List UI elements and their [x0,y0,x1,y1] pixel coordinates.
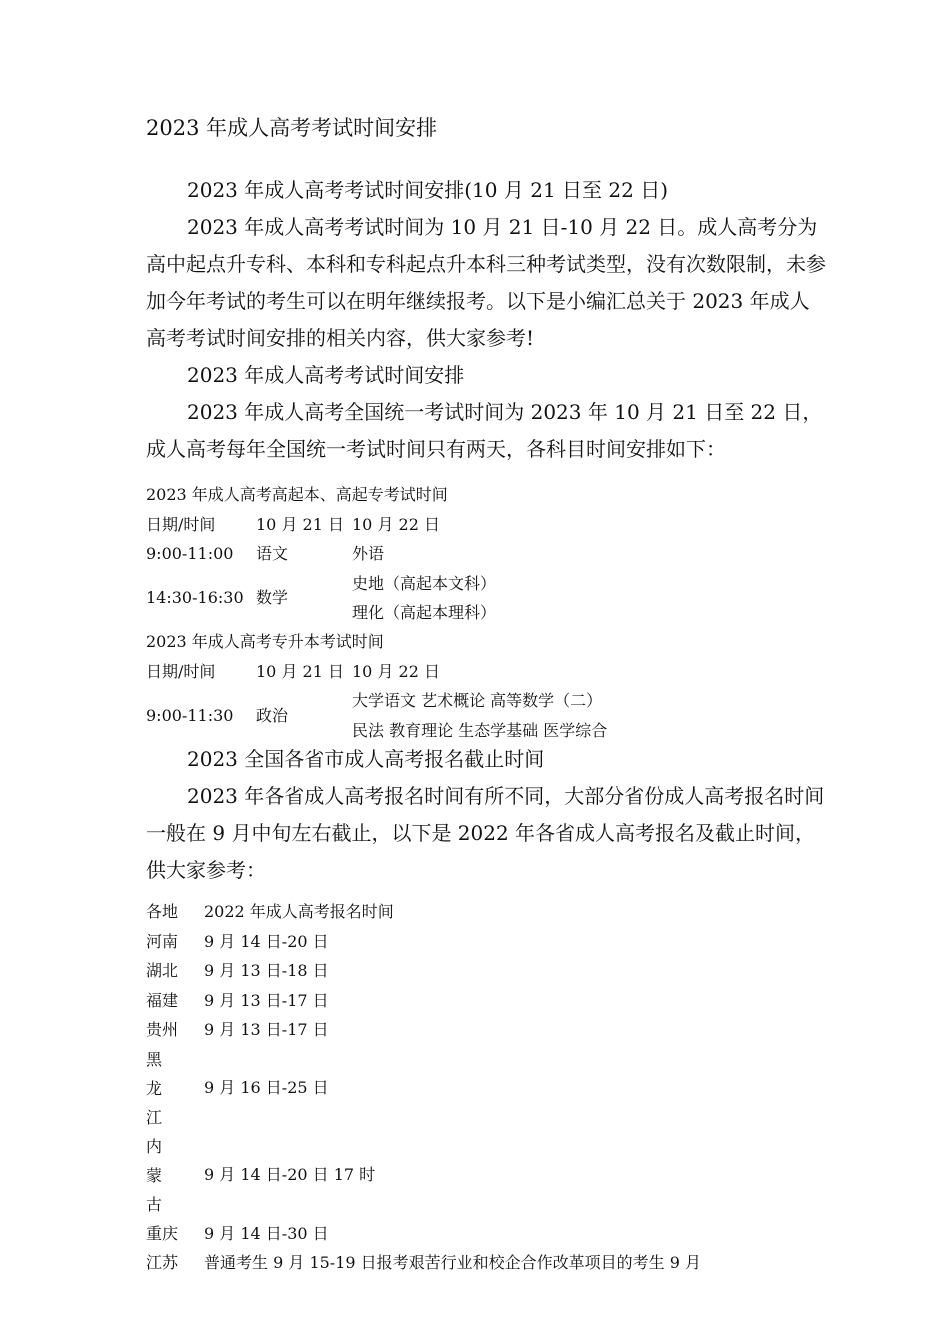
table-row [146,1132,701,1219]
table-header-row [146,657,607,687]
time-cell: 9 月 13 日-18 日 [204,961,329,980]
region-cell: 福建 [146,990,179,1010]
table-row [146,1015,701,1045]
table-caption: 2023 年成人高考专升本考试时间 [146,632,384,651]
time-cell: 9 月 14 日-20 日 17 时 [204,1165,376,1185]
paragraph-intro: 2023 年成人高考考试时间为 10 月 21 日-10 月 22 日。成人高考分为高中起点升专科、本科和专科起点升本科三种考试类型，没有次数限制，未参加今年考试的考生可以在明年继续报考。以下是小编汇总关于 2023 年成人高考考试时间安排的相关内容，供大家参考! [146,215,826,350]
table-row [146,539,496,569]
region-cell: 贵州 [146,1020,179,1039]
table-row [146,1248,701,1278]
subject-cell: 史地（高起本文科） [352,573,497,593]
header-cell: 10 月 21 日 [256,661,344,681]
time-cell: 9 月 14 日-30 日 [204,1223,329,1243]
time-cell: 9 月 13 日-17 日 [204,990,329,1010]
header-cell: 日期/时间 [146,661,216,681]
subject-cell: 民法 教育理论 生态学基础 医学综合 [352,720,608,740]
time-cell: 9 月 16 日-25 日 [204,1078,329,1098]
subject-cell: 政治 [256,705,289,725]
region-cell: 河南 [146,931,179,951]
table-registration-times [146,897,701,1278]
region-cell: 江苏 [146,1253,179,1272]
table-row [146,986,701,1016]
table-row [146,1219,701,1249]
header-cell: 10 月 22 日 [352,661,440,681]
table-header-row [146,897,701,927]
region-cell: 内蒙古 [146,1136,185,1214]
paragraph-registration: 2023 年各省成人高考报名时间有所不同，大部分省份成人高考报名时间一般在 9 月中旬左右截止，以下是 2022 年各省成人高考报名及截止时间，供大家参考： [146,784,825,882]
paragraph-exam-dates: 2023 年成人高考全国统一考试时间为 2023 年 10 月 21 日至 22 日，成人高考每年全国统一考试时间只有两天，各科目时间安排如下： [146,400,823,461]
paragraph-section-heading: 2023 年成人高考考试时间安排 [187,363,465,387]
document-title: 2023 年成人高考考试时间安排 [146,116,438,140]
time-cell: 14:30-16:30 [146,588,244,608]
header-cell: 日期/时间 [146,514,216,534]
time-cell: 9 月 14 日-20 日 [204,931,329,951]
subject-cell: 语文 [256,544,289,563]
table-caption: 2023 年成人高考高起本、高起专考试时间 [146,485,448,504]
table-gaoqi-schedule [146,480,496,628]
header-cell: 10 月 21 日 [256,514,344,534]
table-header-row [146,510,496,540]
paragraph-subtitle: 2023 年成人高考考试时间安排(10 月 21 日至 22 日) [187,178,668,202]
header-cell: 10 月 22 日 [352,514,440,534]
table-row [146,956,701,986]
table-zhuanshengben-schedule [146,627,607,745]
subject-cell: 大学语文 艺术概论 高等数学（二） [352,691,603,710]
table-row [146,1045,701,1132]
table-row [146,686,607,716]
header-cell: 各地 [146,902,179,921]
paragraph-section-heading-2: 2023 全国各省市成人高考报名截止时间 [187,747,545,771]
region-cell: 黑龙江 [146,1049,185,1127]
region-cell: 重庆 [146,1223,179,1243]
time-cell: 9 月 13 日-17 日 [204,1020,329,1039]
region-cell: 湖北 [146,961,179,980]
time-cell: 普通考生 9 月 15-19 日报考艰苦行业和校企合作改革项目的考生 9 月 [204,1253,702,1272]
time-cell: 9:00-11:00 [146,544,234,563]
table-row [146,927,701,957]
time-cell: 9:00-11:30 [146,705,234,725]
subject-cell: 外语 [352,544,385,563]
subject-cell: 数学 [256,588,289,608]
table-row [146,569,496,599]
header-cell: 2022 年成人高考报名时间 [204,902,394,921]
subject-cell: 理化（高起本理科） [352,603,497,622]
